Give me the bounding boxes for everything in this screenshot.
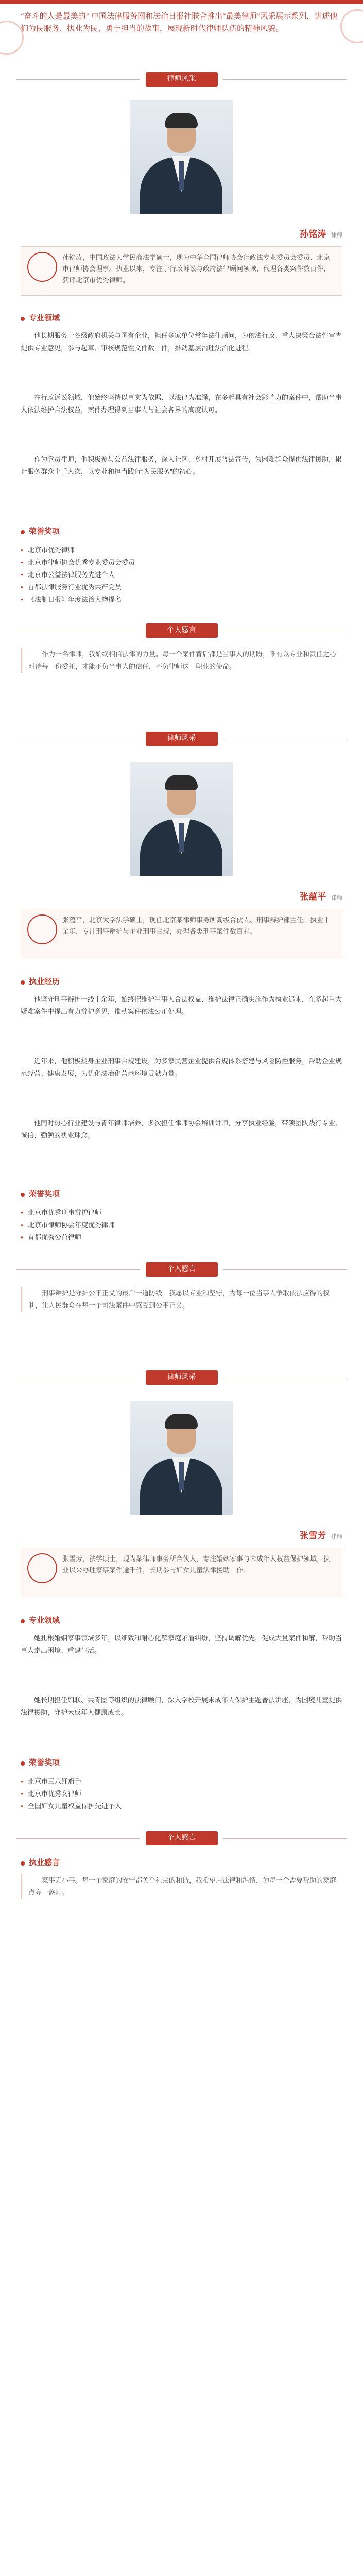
section-pill — [0, 1262, 363, 1278]
divider — [223, 1269, 347, 1270]
list-item: • 北京市律师协会优秀专业委员会委员 — [21, 556, 342, 569]
lawyer-opinion: 刑事辩护是守护公平正义的最后一道防线。我愿以专业和坚守，为每一位当事人争取依法应得的权利，让人民群众在每一个司法案件中感受到公平正义。 — [21, 1287, 342, 1312]
portrait-tie — [179, 1462, 184, 1490]
subsection-heading: 荣誉奖项 — [21, 1188, 60, 1199]
lawyer-name-row — [300, 1528, 342, 1540]
bullet-icon — [21, 980, 25, 985]
career-paragraph: 他长期服务于各级政府机关与国有企业，担任多家单位常年法律顾问，为依法行政、重大决策合法性审查提供专业意见，参与起草、审核规范性文件数十件，推动基层治理法治化进程。 — [21, 332, 342, 352]
list-item: • 北京市公益法律服务先进个人 — [21, 569, 342, 581]
section-title: 个人感言 — [146, 1831, 218, 1845]
list-item: • 北京市优秀律师 — [21, 544, 342, 556]
portrait-hair — [165, 775, 198, 790]
lawyer-name-row — [300, 227, 342, 239]
lawyer-opinion: 家事无小事。每一个家庭的安宁都关乎社会的和谐，我希望用法律和温情，为每一个需要帮助的家庭点亮一盏灯。 — [21, 1874, 342, 1899]
list-item: • 全国妇女儿童权益保护先进个人 — [21, 1800, 342, 1812]
section-pill — [0, 623, 363, 639]
list-item: • 首都法律服务行业优秀共产党员 — [21, 581, 342, 594]
decor-circle-icon — [340, 9, 363, 43]
section-pill — [0, 1831, 363, 1846]
bullet-icon — [21, 317, 25, 321]
bullet-icon — [21, 1761, 25, 1766]
portrait-tie — [179, 161, 184, 190]
lawyer-title: 律师 — [331, 895, 342, 901]
portrait-hair — [165, 113, 198, 128]
bio-text: 张雪芳，法学硕士，现为某律师事务所合伙人，专注婚姻家事与未成年人权益保护领域，执业以来办理家事案件逾千件，长期参与妇女儿童法律援助工作。 — [62, 1555, 331, 1574]
honor-list — [21, 544, 342, 606]
lawyer-bio — [21, 246, 342, 296]
divider — [16, 1269, 140, 1270]
bio-text: 张蕴平，北京大学法学硕士，现任北京某律师事务所高级合伙人、刑事辩护部主任。执业十余年，专注刑事辩护与企业刑事合规，办理各类刑事案件数百起。 — [62, 916, 331, 935]
section-title: 个人感言 — [146, 623, 218, 638]
lawyer-name: 张蕴平 — [300, 892, 326, 902]
portrait-hair — [165, 1414, 198, 1429]
lawyer-title: 律师 — [331, 232, 342, 239]
divider — [16, 79, 140, 80]
list-item: • 《法制日报》年度法治人物提名 — [21, 594, 342, 606]
section-title: 律师风采 — [146, 1370, 218, 1385]
lawyer-bio — [21, 1548, 342, 1597]
honor-list — [21, 1207, 342, 1244]
header-banner — [0, 0, 363, 57]
subsection-heading: 执业感言 — [21, 1857, 60, 1868]
bullet-icon — [21, 1619, 25, 1623]
career-paragraph: 作为党员律师，他积极参与公益法律服务，深入社区、乡村开展普法宣传，为困难群众提供法律援助，累计服务群众上千人次，以专业和担当践行“为民服务”的初心。 — [21, 455, 342, 476]
lawyer-bio — [21, 909, 342, 958]
subsection-heading: 执业经历 — [21, 976, 60, 987]
subsection-heading: 专业领域 — [21, 312, 60, 324]
career-paragraph: 他坚守刑事辩护一线十余年，始终把维护当事人合法权益、维护法律正确实施作为执业追求，在多起重大疑难案件中提出有力辩护意见，推动案件依法公正处理。 — [21, 995, 342, 1015]
divider — [223, 1838, 347, 1839]
divider — [16, 1838, 140, 1839]
lawyer-portrait — [130, 1401, 233, 1515]
subsection-heading: 荣誉奖项 — [21, 526, 60, 537]
section-pill — [0, 732, 363, 747]
bullet-icon — [21, 1861, 25, 1866]
bio-text: 孙铭涛，中国政法大学民商法学硕士，现为中华全国律师协会行政法专业委员会委员、北京市律师协会理事。执业以来，专注于行政诉讼与政府法律顾问领域，代理各类案件数百件，获评北京市优秀律师。 — [62, 253, 331, 284]
intro-text: “奋斗的人是最美的” 中国法律服务网和法治日报社联合推出“最美律师”风采展示系列，讲述他们为民服务、执业为民、勇于担当的故事，展现新时代律师队伍的精神风貌。 — [21, 12, 338, 33]
section-title: 个人感言 — [146, 1262, 218, 1277]
career-paragraph: 她扎根婚姻家事领域多年，以细致和耐心化解家庭矛盾纠纷，坚持调解优先，促成大量案件和解，帮助当事人走出困境、重建生活。 — [21, 1634, 342, 1654]
seal-icon — [27, 914, 57, 944]
bullet-icon — [21, 1193, 25, 1197]
lawyer-portrait — [130, 762, 233, 876]
honor-list — [21, 1775, 342, 1812]
lawyer-portrait — [130, 100, 233, 214]
lawyer-name-row — [300, 889, 342, 902]
list-item: • 北京市优秀刑事辩护律师 — [21, 1207, 342, 1219]
career-paragraph: 她长期担任妇联、共青团等组织的法律顾问，深入学校开展未成年人保护主题普法讲座，为困境儿童提供法律援助，守护未成年人健康成长。 — [21, 1696, 342, 1716]
subsection-heading: 荣誉奖项 — [21, 1757, 60, 1768]
section-title: 律师风采 — [146, 732, 218, 746]
list-item: • 北京市优秀女律师 — [21, 1788, 342, 1800]
lawyer-name: 孙铭涛 — [300, 229, 326, 239]
lawyer-opinion: 作为一名律师，我始终相信法律的力量。每一个案件背后都是当事人的期盼，唯有以专业和责任之心对待每一份委托，才能不负当事人的信任，不负律师这一职业的使命。 — [21, 648, 342, 673]
bullet-icon — [21, 530, 25, 534]
lawyer-title: 律师 — [331, 1534, 342, 1540]
career-paragraph: 在行政诉讼领域，他始终坚持以事实为依据、以法律为准绳，在多起具有社会影响力的案件中，帮助当事人依法维护合法权益，案件办理得到当事人与社会各界的高度认可。 — [21, 394, 342, 414]
seal-icon — [27, 252, 57, 282]
career-paragraph: 他同时热心行业建设与青年律师培养，多次担任律师协会培训讲师，分享执业经验，带领团队践行专业、诚信、勤勉的执业理念。 — [21, 1119, 342, 1139]
section-pill — [0, 72, 363, 88]
header-stripe — [0, 0, 363, 4]
list-item: • 首都优秀公益律师 — [21, 1231, 342, 1244]
section-pill — [0, 1370, 363, 1386]
career-paragraph: 近年来，他积极投身企业刑事合规建设，为多家民营企业提供合规体系搭建与风险防控服务，帮助企业规范经营、健康发展，为优化法治化营商环境贡献力量。 — [21, 1057, 342, 1077]
lawyer-name: 张雪芳 — [300, 1531, 326, 1540]
list-item: • 北京市三八红旗手 — [21, 1775, 342, 1788]
list-item: • 北京市律师协会年度优秀律师 — [21, 1219, 342, 1231]
divider — [223, 79, 347, 80]
section-title: 律师风采 — [146, 72, 218, 87]
seal-icon — [27, 1553, 57, 1583]
portrait-tie — [179, 823, 184, 852]
subsection-heading: 专业领域 — [21, 1615, 60, 1626]
